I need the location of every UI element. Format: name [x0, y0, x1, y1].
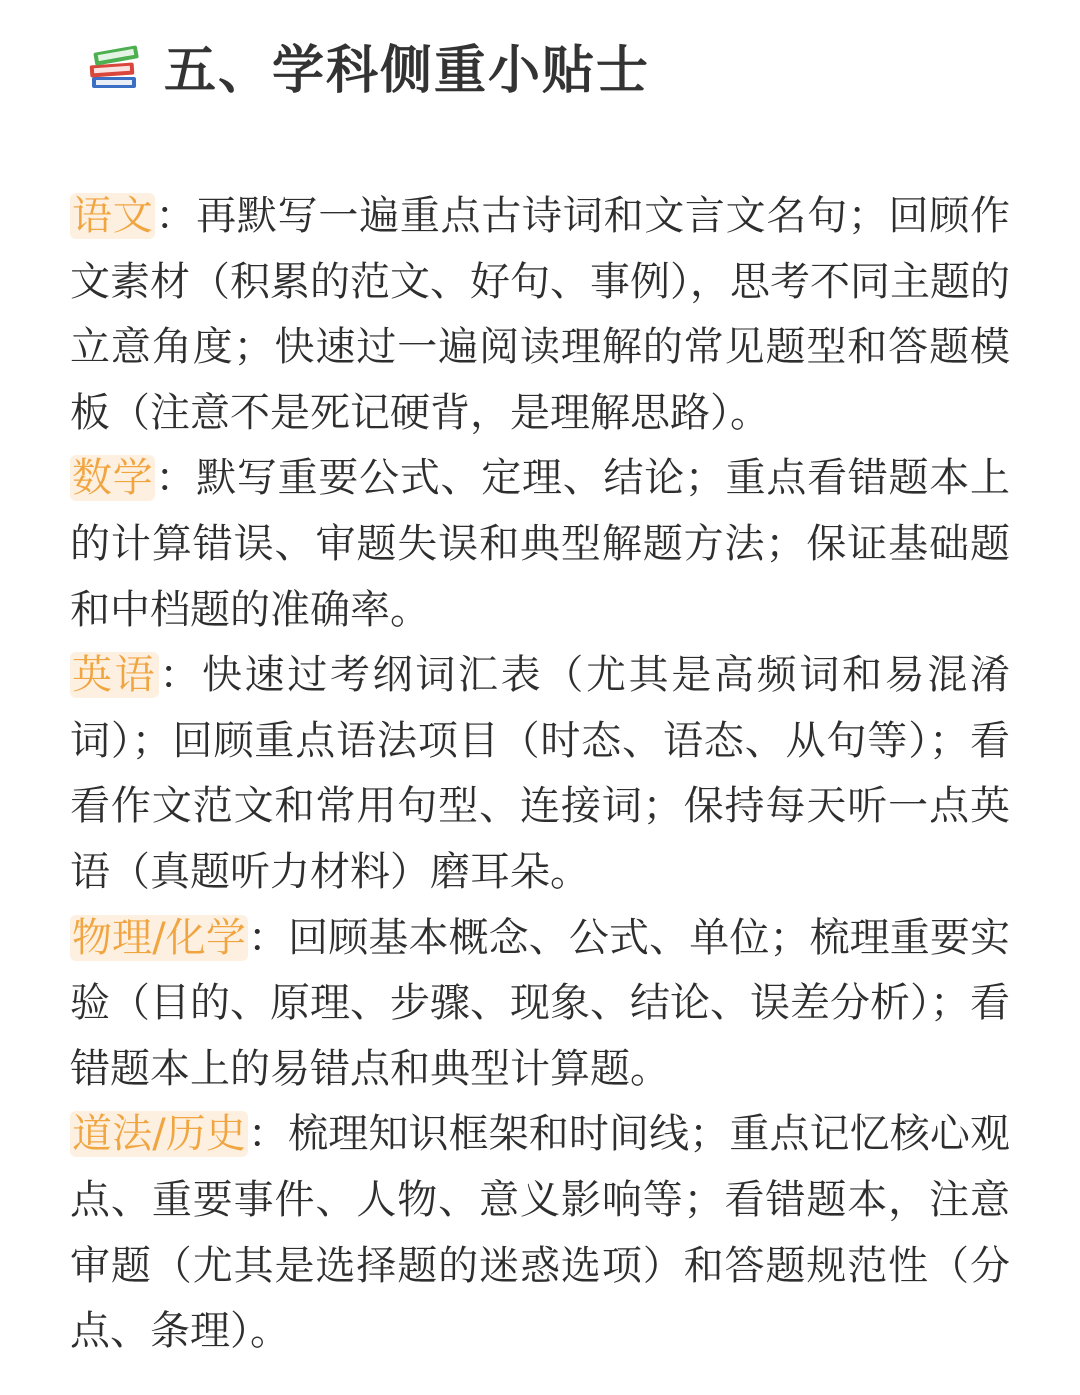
page-title: 五、学科侧重小贴士: [164, 40, 651, 101]
tip-morality-history: [70, 1102, 1010, 1364]
tip-text: ：默写重要公式、定理、结论；重点看错题本上的计算错误、审题失误和典型解题方法；保证基础题和中档题的准确率。: [70, 455, 1011, 633]
subject-label: 数学: [72, 455, 154, 502]
tip-text: ：快速过考纲词汇表（尤其是高频词和易混淆词）；回顾重点语法项目（时态、语态、从句等）；看看作文范文和常用句型、连接词；保持每天听一点英语（真题听力材料）磨耳朵。: [70, 652, 1011, 895]
subject-label: 道法/历史: [72, 1111, 247, 1158]
tip-english: [70, 643, 1010, 905]
subject-label: 物理/化学: [72, 914, 247, 961]
page-header: [88, 30, 650, 100]
tip-physics-chemistry: [70, 906, 1010, 1103]
tip-math: [70, 446, 1010, 643]
tip-text: ：再默写一遍重点古诗词和文言文名句；回顾作文素材（积累的范文、好句、事例），思考不同主题的立意角度；快速过一遍阅读理解的常见题型和答题模板（注意不是死记硬背，是理解思路）。: [70, 193, 1011, 436]
books-icon: [88, 39, 142, 91]
subject-label: 英语: [72, 652, 158, 699]
tip-text: ：回顾基本概念、公式、单位；梳理重要实验（目的、原理、步骤、现象、结论、误差分析）；看错题本上的易错点和典型计算题。: [70, 914, 1010, 1092]
tip-text: ：梳理知识框架和时间线；重点记忆核心观点、重要事件、人物、意义影响等；看错题本，注意审题（尤其是选择题的迷惑选项）和答题规范性（分点、条理）。: [70, 1111, 1010, 1355]
tip-chinese: [70, 184, 1010, 446]
subject-label: 语文: [72, 193, 154, 239]
tips-list: [70, 184, 1010, 1365]
